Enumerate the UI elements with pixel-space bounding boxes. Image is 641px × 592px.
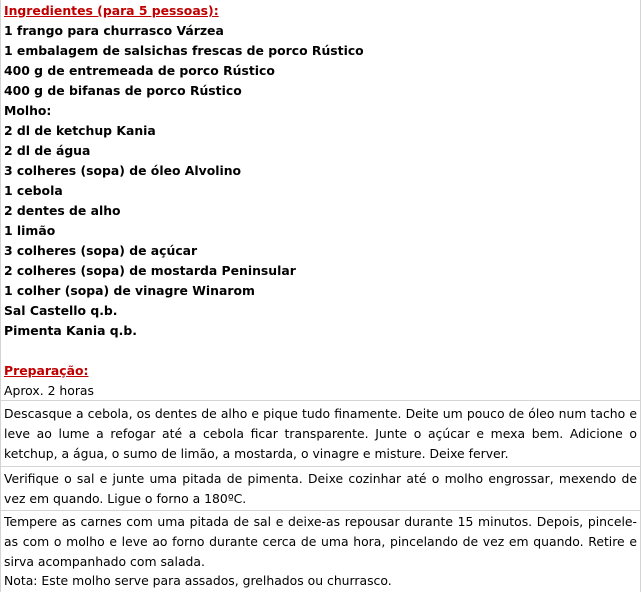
ingredients-heading: Ingredientes (para 5 pessoas): [4,3,219,18]
row-divider [1,400,640,401]
ingredient-item: 1 frango para churrasco Várzea [4,23,224,38]
preparation-step-1: Descasque a cebola, os dentes de alho e pique tudo finamente. Deite um pouco de óleo num tacho e leve ao lume a refogar até a cebola ficar transparente. Junte o açúcar e mexa bem. Adicione o ketchup, a água, o sumo de limão, a mostarda, o vinagre e misture. Deixe ferver. [4,406,637,461]
sauce-subheading: Molho: [4,103,52,118]
preparation-step-2: Verifique o sal e junte uma pitada de pimenta. Deixe cozinhar até o molho engrossar, mexendo de vez em quando. Ligue o forno a 180ºC. [4,471,637,506]
row-divider [1,510,640,511]
ingredient-item: 2 dentes de alho [4,203,121,218]
ingredient-item: Sal Castello q.b. [4,303,118,318]
ingredient-item: 1 limão [4,223,56,238]
row-divider [1,466,640,467]
ingredient-item: 400 g de entremeada de porco Rústico [4,63,275,78]
preparation-time: Aprox. 2 horas [4,383,94,398]
ingredient-item: 1 embalagem de salsichas frescas de porco Rústico [4,43,364,58]
ingredient-item: 2 colheres (sopa) de mostarda Peninsular [4,263,296,278]
ingredient-item: 1 colher (sopa) de vinagre Winarom [4,283,255,298]
ingredient-item: Pimenta Kania q.b. [4,323,137,338]
ingredient-item: 3 colheres (sopa) de açúcar [4,243,198,258]
ingredient-item: 1 cebola [4,183,63,198]
preparation-heading: Preparação: [4,363,89,378]
ingredient-item: 400 g de bifanas de porco Rústico [4,83,242,98]
ingredient-item: 2 dl de ketchup Kania [4,123,156,138]
ingredient-item: 2 dl de água [4,143,91,158]
ingredient-item: 3 colheres (sopa) de óleo Alvolino [4,163,242,178]
preparation-step-3: Tempere as carnes com uma pitada de sal e deixe-as repousar durante 15 minutos. Depois, pincele-as com o molho e leve ao forno durante cerca de uma hora, pincelando de vez em quando. Retire e sirva acompanhado com salada. [4,514,637,569]
preparation-note: Nota: Este molho serve para assados, grelhados ou churrasco. [4,573,392,588]
